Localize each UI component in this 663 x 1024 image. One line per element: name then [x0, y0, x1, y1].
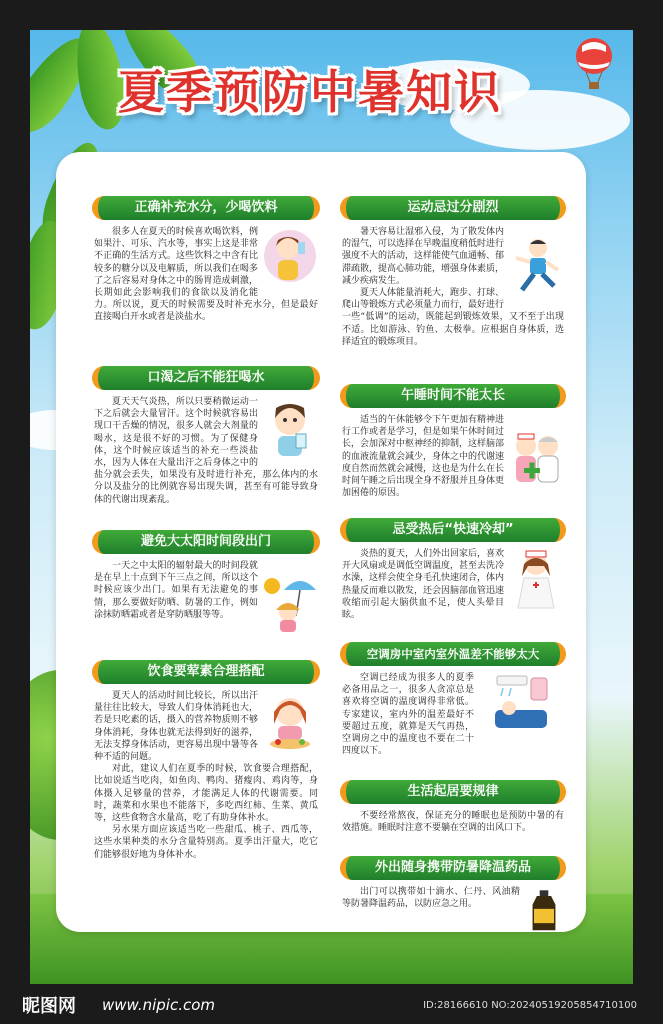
paragraph: 一天之中太阳的辐射最大的时间段就是在早上十点到下午三点之间，所以这个时候应该少出门。如果有无法避免的事情，那么要做好防晒、防暑的工作，例如涂抹防晒霜或者是穿防晒服等等。	[94, 561, 258, 620]
section-routine	[340, 780, 566, 834]
section-heading: 饮食要荤素合理搭配	[92, 660, 320, 684]
page-title: 夏季预防中暑知识	[118, 65, 502, 119]
section-exercise	[340, 196, 566, 348]
section-body	[94, 560, 318, 621]
section-hydration	[92, 196, 320, 324]
section-body	[342, 226, 564, 348]
section-body	[94, 226, 318, 324]
section-thirst	[92, 366, 320, 506]
paragraph: 暑天容易让湿邪入侵，为了散发体内的湿气，可以选择在早晚温度稍低时进行强度不大的活动，这样能使气血通畅、郁滞疏散，提高心肺功能，增强身体素质，减少疾病发生。	[342, 227, 505, 286]
section-heading: 生活起居要规律	[340, 780, 566, 804]
section-heading: 忌受热后“快速冷却”	[340, 518, 566, 542]
paragraph: 适当的午休能够令下午更加有精神进行工作或者是学习，但是如果午休时间过长，会加深对中枢神经的抑制，这样脑部的血液流量就会减少，身体之中的代谢速度自然而然就会减慢，这也是为什么在长时间午睡之后出现全身不舒服并且身体更加困倦的原因。	[342, 415, 505, 499]
medicine-bottle-icon	[524, 886, 564, 936]
nurse-icon	[508, 548, 564, 610]
paragraph: 出门可以携带如十滴水、仁丹、风油精等防暑降温药品，以防应急之用。	[342, 887, 520, 910]
section-sun	[92, 530, 320, 636]
section-heading: 空调房中室内室外温差不能够太大	[340, 642, 566, 666]
watermark-logo: 昵图网	[22, 996, 76, 1017]
running-man-icon	[508, 236, 564, 298]
paragraph: 夏天人的活动时间比较长，所以出汗量往往比较大，导致人们身体消耗也大，若是只吃素的话，摄入的营养物质则不够身体消耗，身体也就无法得到好的滋养，无法支撑身体活动，更容易出现中暑等各种不适的问题。	[94, 691, 258, 763]
section-body	[94, 396, 318, 506]
section-body	[342, 548, 564, 621]
image-id: ID:28166610 NO:20240519205854710100	[423, 1000, 637, 1011]
section-air-conditioning	[340, 642, 566, 757]
section-heading: 正确补充水分，少喝饮料	[92, 196, 320, 220]
section-body	[342, 414, 564, 499]
watermark-site: www.nipic.com	[102, 996, 216, 1014]
sleeping-under-air-conditioner-icon	[478, 672, 564, 734]
paragraph: 夏天人体能量消耗大，跑步、打球、爬山等锻炼方式必须量力而行，最好进行一些“低调”的运动，既能起到锻炼效果，又不至于出现不适。比如游泳、钓鱼、太极拳。应根据自身体质，选择适宜的锻炼项目。	[342, 288, 564, 347]
section-body	[342, 886, 564, 910]
girl-drinking-water-icon	[262, 226, 318, 288]
girl-with-umbrella-icon	[262, 572, 318, 634]
hot-air-balloon-icon	[574, 38, 614, 90]
paragraph: 夏天天气炎热，所以只要稍微运动一下之后就会大量冒汗。这个时候就容易出现口干舌燥的情况，很多人就会大剂量的喝水，这是很不好的习惯。为了保健身体，这个时候应该适当的补充一些淡盐水，因为人体在大量出汗之后身体之中的盐分就会丢失，如果没有及时进行补充，那么体内的水分以及盐分的比例就容易出现失调，甚至有可能导致身体的代谢出现紊乱。	[94, 397, 318, 505]
section-diet	[92, 660, 320, 861]
paragraph: 很多人在夏天的时候喜欢喝饮料，例如果汁、可乐、汽水等，事实上这是非常不正确的生活方式。这些饮料之中含有比较多的糖分以及电解质，所以我们在喝多了之后容易对身体之中的肠胃造成刺激，长期如此会影响我们的食欲以及消化能力。所以说，夏天的时候需要及时补充水分，但是最好直接喝白开水或者是淡盐水。	[94, 227, 318, 323]
section-body	[342, 810, 564, 834]
paragraph: 另水果方面应该适当吃一些甜瓜、桃子、西瓜等，这些水果种类的水分含量特别高。夏季出汗量大，吃它们能够很好地为身体补水。	[94, 825, 318, 860]
section-heading: 运动忌过分剧烈	[340, 196, 566, 220]
section-heading: 避免大太阳时间段出门	[92, 530, 320, 554]
section-heading: 午睡时间不能太长	[340, 384, 566, 408]
section-nap	[340, 384, 566, 499]
section-heading: 口渴之后不能狂喝水	[92, 366, 320, 390]
paragraph: 对此，建议人们在夏季的时候，饮食要合理搭配，比如说适当吃肉，如鱼肉、鸭肉、猪瘦肉、鸡肉等，身体摄入足够量的营养，才能满足人体的代谢需要。同时，蔬菜和水果也不能落下，多吃西红柿、生菜、黄瓜等，这些食物含水量高，吃了有助身体补水。	[94, 764, 318, 824]
girl-eating-icon	[262, 690, 318, 752]
girl-with-water-cup-icon	[262, 396, 318, 458]
paragraph: 不要经常熬夜，保证充分的睡眠也是预防中暑的有效措施。睡眠时注意不要躺在空调的出风口下。	[342, 811, 564, 834]
section-body	[342, 672, 564, 757]
nurse-and-doctor-icon	[508, 428, 564, 490]
section-body	[94, 690, 318, 861]
section-medicine	[340, 856, 566, 938]
section-cooling	[340, 518, 566, 621]
paragraph: 空调已经成为很多人的夏季必备用品之一，很多人贪凉总是喜欢将空调的温度调得非常低。专家建议，室内外的温差最好不要超过五度，就算是天气再热，空调房之中的温度也不要在二十四度以下。	[342, 673, 474, 757]
paragraph: 炎热的夏天，人们外出回家后，喜欢开大风扇或是调低空调温度，甚至去洗冷水澡，这样会使全身毛孔快速闭合，体内热量反而难以散发，还会因脑部血管迅速收缩而引起大脑供血不足，使人头晕目眩。	[342, 549, 505, 621]
section-heading: 外出随身携带防暑降温药品	[340, 856, 566, 880]
